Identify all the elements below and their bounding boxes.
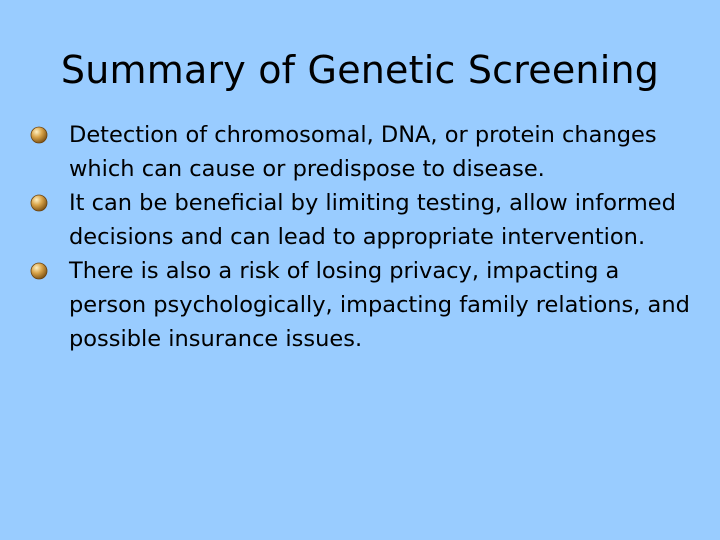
- bullet-list: [30, 118, 700, 356]
- bullet-item: [30, 118, 700, 186]
- bullet-item: [30, 186, 700, 254]
- bullet-sphere-icon: [30, 262, 48, 280]
- slide-title: Summary of Genetic Screening: [60, 48, 660, 92]
- bullet-sphere-icon: [30, 126, 48, 144]
- bullet-sphere-icon: [30, 194, 48, 212]
- bullet-text: There is also a risk of losing privacy, impacting a person psychologically, impacting family relations, and possible insurance issues.: [69, 258, 690, 352]
- bullet-text: It can be beneficial by limiting testing, allow informed decisions and can lead to appropriate intervention.: [69, 190, 676, 250]
- bullet-text: Detection of chromosomal, DNA, or protein changes which can cause or predispose to disease.: [69, 122, 657, 182]
- bullet-item: [30, 254, 700, 356]
